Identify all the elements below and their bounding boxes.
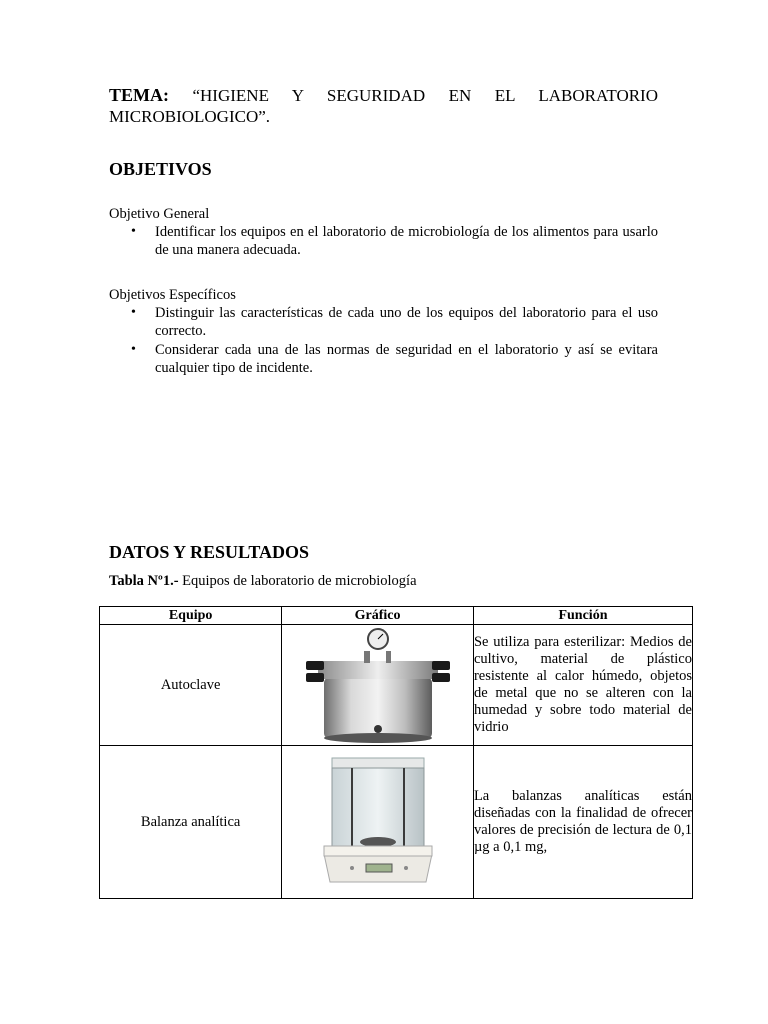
list-item: • Considerar cada una de las normas de seguridad en el laboratorio y así se evitara cualquier tipo de incidente.	[131, 342, 658, 376]
title-line2: MICROBIOLOGICO”.	[109, 107, 271, 126]
table-row	[100, 625, 693, 746]
table-caption-label: Tabla Nº1.-	[109, 573, 179, 589]
objetivo-general-list	[109, 223, 658, 260]
title-label: TEMA:	[109, 85, 169, 105]
funcion-cell: Se utiliza para esterilizar: Medios de cultivo, material de plástico resistente al calor húmedo, objetos de metal que no se alteren con la humedad y sobre todo material de vidrio	[473, 625, 692, 746]
equipo-cell: Autoclave	[100, 625, 282, 746]
equipo-cell: Balanza analítica	[100, 746, 282, 899]
header-equipo: Equipo	[100, 607, 282, 625]
datos-heading: DATOS Y RESULTADOS	[109, 542, 310, 562]
objetivos-especificos-label: Objetivos Específicos	[109, 287, 236, 303]
table-caption	[109, 572, 417, 590]
table-caption-text: Equipos de laboratorio de microbiología	[178, 573, 417, 589]
list-item: • Identificar los equipos en el laboratorio de microbiología de los alimentos para usarlo de una manera adecuada.	[131, 224, 658, 258]
bullet-icon: •	[131, 224, 136, 239]
objetivos-heading: OBJETIVOS	[109, 159, 212, 179]
header-grafico: Gráfico	[282, 607, 474, 625]
table-header-row	[100, 607, 693, 625]
document-title	[109, 85, 658, 106]
funcion-cell: La balanzas analíticas están diseñadas con la finalidad de ofrecer valores de precisión de lectura de 0,1 µg a 0,1 mg,	[473, 746, 692, 899]
header-funcion: Función	[473, 607, 692, 625]
equipment-table	[99, 606, 693, 899]
list-item: • Distinguir las características de cada uno de los equipos del laboratorio para el uso correcto.	[131, 305, 658, 339]
objetivos-especificos-list	[109, 304, 658, 378]
title-line1: “HIGIENE Y SEGURIDAD EN EL LABORATORIO	[192, 86, 658, 105]
bullet-icon: •	[131, 342, 136, 357]
objetivo-general-label: Objetivo General	[109, 206, 210, 222]
autoclave-image	[282, 625, 474, 746]
table-row	[100, 746, 693, 899]
analytical-balance-image	[282, 746, 474, 899]
bullet-icon: •	[131, 305, 136, 320]
